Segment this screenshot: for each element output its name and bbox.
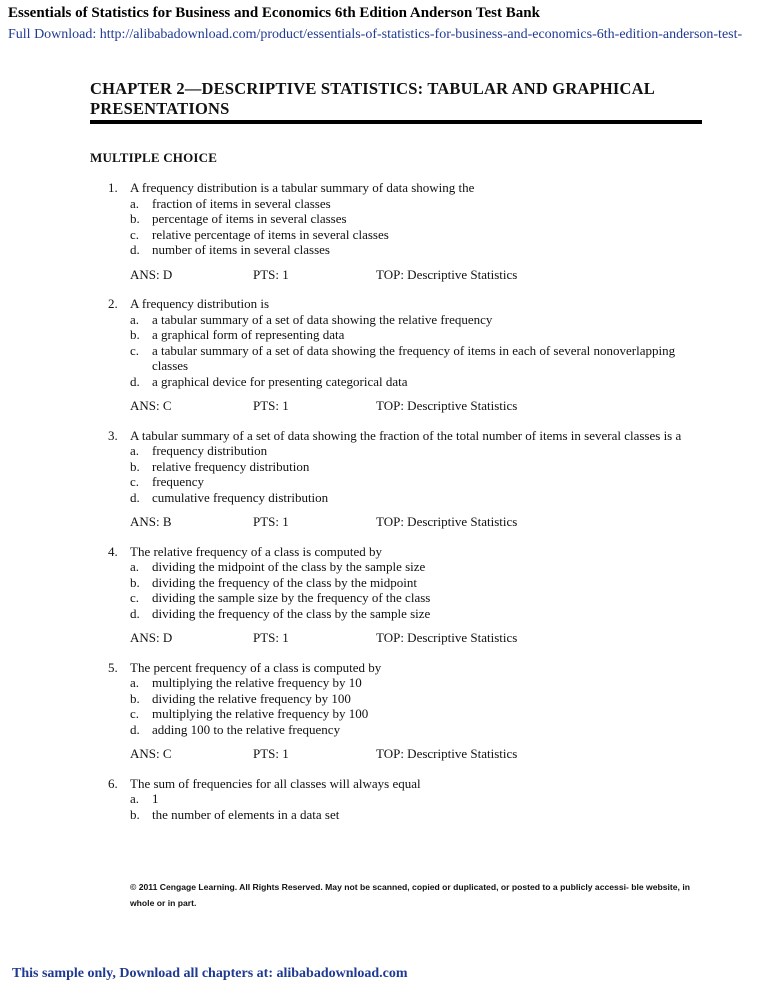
topic-label: TOP: Descriptive Statistics	[376, 398, 518, 413]
answer-metadata	[130, 514, 708, 530]
question-item	[108, 776, 708, 823]
answer-option	[130, 374, 708, 390]
answer-option	[130, 807, 708, 823]
title-rule	[90, 120, 702, 124]
question-number: 5.	[108, 659, 118, 675]
option-letter: a.	[130, 791, 140, 806]
topic-label: TOP: Descriptive Statistics	[376, 266, 518, 282]
option-list	[130, 791, 708, 822]
points-value: PTS: 1	[253, 266, 289, 282]
answer-option	[130, 490, 708, 506]
question-text: The percent frequency of a class is computed by	[130, 659, 382, 675]
option-list	[130, 196, 708, 258]
option-letter: b.	[130, 458, 140, 474]
answer-metadata	[130, 267, 708, 283]
answer-option	[130, 211, 708, 227]
answer-metadata	[130, 630, 708, 646]
option-text: 1	[152, 791, 159, 806]
option-text: dividing the sample size by the frequency of the class	[152, 590, 431, 605]
option-letter: c.	[130, 342, 140, 358]
option-letter: a.	[130, 311, 140, 327]
answer-key: ANS: C	[130, 398, 172, 413]
question-item	[108, 660, 708, 762]
question-number: 2.	[108, 296, 118, 311]
answer-option	[130, 443, 708, 459]
question-stem	[108, 544, 708, 560]
option-letter: d.	[130, 373, 140, 389]
option-text: dividing the midpoint of the class by the sample size	[152, 559, 426, 574]
answer-option	[130, 327, 708, 343]
option-text: cumulative frequency distribution	[152, 489, 329, 505]
option-letter: c.	[130, 226, 140, 242]
question-number: 1.	[108, 180, 118, 195]
question-stem	[108, 660, 708, 676]
option-text: the number of elements in a data set	[152, 806, 340, 822]
option-letter: c.	[130, 706, 140, 721]
answer-option	[130, 343, 708, 374]
option-letter: b.	[130, 574, 140, 590]
document-header-title: Essentials of Statistics for Business and Economics 6th Edition Anderson Test Bank	[8, 5, 540, 21]
section-heading: MULTIPLE CHOICE	[90, 150, 218, 165]
answer-option	[130, 196, 708, 212]
question-item	[108, 544, 708, 646]
answer-option	[130, 459, 708, 475]
option-text: adding 100 to the relative frequency	[152, 721, 341, 737]
topic-label: TOP: Descriptive Statistics	[376, 514, 518, 529]
answer-option	[130, 606, 708, 622]
footer-download-note[interactable]: This sample only, Download all chapters at: alibabadownload.com	[12, 966, 408, 981]
points-value: PTS: 1	[253, 630, 289, 645]
option-list	[130, 675, 708, 737]
question-number: 3.	[108, 427, 118, 443]
answer-metadata	[130, 746, 708, 762]
answer-key: ANS: B	[130, 514, 172, 529]
option-text: a graphical device for presenting categorical data	[152, 373, 408, 389]
points-value: PTS: 1	[253, 746, 289, 761]
question-item	[108, 296, 708, 414]
answer-option	[130, 675, 708, 691]
option-letter: a.	[130, 675, 140, 690]
question-number: 4.	[108, 543, 118, 559]
answer-option	[130, 722, 708, 738]
option-text: multiplying the relative frequency by 10	[152, 675, 362, 690]
answer-option	[130, 575, 708, 591]
question-text: A frequency distribution is	[130, 296, 270, 311]
answer-option	[130, 227, 708, 243]
answer-option	[130, 791, 708, 807]
option-text: dividing the relative frequency by 100	[152, 690, 351, 706]
download-label: Full Download:	[8, 27, 100, 42]
question-text: A tabular summary of a set of data showing the fraction of the total number of items in several classes is a	[130, 427, 682, 443]
download-line	[8, 27, 768, 43]
answer-option	[130, 474, 708, 490]
answer-key: ANS: D	[130, 266, 173, 282]
answer-option	[130, 706, 708, 722]
option-text: dividing the frequency of the class by the midpoint	[152, 574, 417, 590]
answer-option	[130, 590, 708, 606]
option-list	[130, 312, 708, 390]
answer-option	[130, 312, 708, 328]
question-number: 6.	[108, 775, 118, 791]
option-letter: a.	[130, 443, 140, 458]
option-text: number of items in several classes	[152, 242, 330, 257]
option-text: multiplying the relative frequency by 100	[152, 706, 369, 721]
answer-key: ANS: D	[130, 630, 173, 645]
option-text: frequency distribution	[152, 443, 268, 458]
answer-option	[130, 559, 708, 575]
option-letter: c.	[130, 474, 140, 489]
option-letter: d.	[130, 242, 140, 257]
answer-key: ANS: C	[130, 746, 172, 761]
question-stem	[108, 296, 708, 312]
option-letter: c.	[130, 590, 140, 605]
answer-metadata	[130, 398, 708, 414]
option-text: a tabular summary of a set of data showing the frequency of items in each of several nonoverlapping classes	[152, 342, 676, 373]
option-letter: b.	[130, 327, 140, 342]
option-letter: d.	[130, 721, 140, 737]
option-text: relative percentage of items in several classes	[152, 226, 389, 242]
option-letter: a.	[130, 559, 140, 574]
points-value: PTS: 1	[253, 514, 289, 529]
option-text: a graphical form of representing data	[152, 327, 345, 342]
question-stem	[108, 428, 708, 444]
option-text: percentage of items in several classes	[152, 211, 347, 226]
question-text: The relative frequency of a class is computed by	[130, 543, 382, 559]
question-stem	[108, 776, 708, 792]
chapter-title: CHAPTER 2—DESCRIPTIVE STATISTICS: TABULAR AND GRAPHICAL PRESENTATIONS	[90, 79, 655, 118]
download-link[interactable]: http://alibabadownload.com/product/essentials-of-statistics-for-business-and-economics-6th-edition-anderson-test-	[99, 27, 743, 42]
question-list	[108, 180, 708, 836]
option-text: relative frequency distribution	[152, 458, 310, 474]
answer-option	[130, 691, 708, 707]
points-value: PTS: 1	[253, 398, 289, 413]
question-item	[108, 180, 708, 282]
question-text: A frequency distribution is a tabular summary of data showing the	[130, 180, 475, 195]
option-list	[130, 443, 708, 505]
option-letter: b.	[130, 690, 140, 706]
option-text: fraction of items in several classes	[152, 195, 331, 211]
answer-option	[130, 242, 708, 258]
question-stem	[108, 180, 708, 196]
option-letter: b.	[130, 806, 140, 822]
option-letter: b.	[130, 211, 140, 226]
option-list	[130, 559, 708, 621]
topic-label: TOP: Descriptive Statistics	[376, 746, 518, 761]
option-letter: d.	[130, 605, 140, 621]
copyright-notice: © 2011 Cengage Learning. All Rights Reserved. May not be scanned, copied or duplicated, or posted to a publicly accessi- ble website, in whole or in part.	[130, 882, 690, 908]
option-letter: d.	[130, 489, 140, 505]
topic-label: TOP: Descriptive Statistics	[376, 630, 518, 645]
option-text: frequency	[152, 474, 204, 489]
option-text: a tabular summary of a set of data showing the relative frequency	[152, 311, 493, 327]
question-item	[108, 428, 708, 530]
question-text: The sum of frequencies for all classes will always equal	[130, 775, 421, 791]
option-text: dividing the frequency of the class by the sample size	[152, 605, 431, 621]
option-letter: a.	[130, 195, 140, 211]
